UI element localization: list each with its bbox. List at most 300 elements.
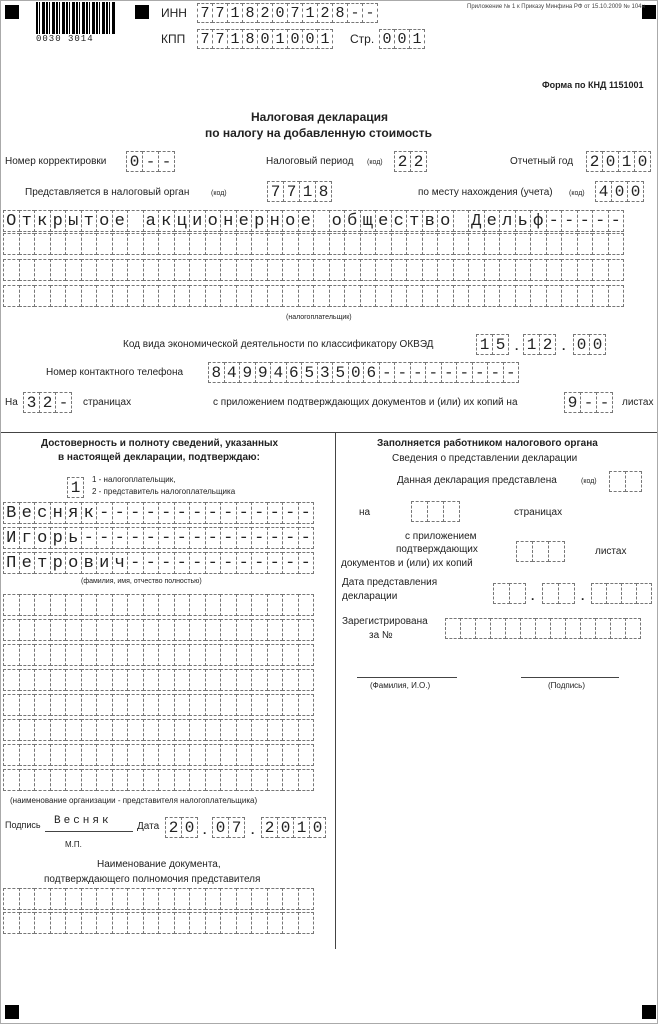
char-cell xyxy=(577,285,594,307)
location-field[interactable] xyxy=(595,181,643,202)
char-cell: 8 xyxy=(208,362,225,383)
char-cell: 5 xyxy=(492,334,509,355)
char-cell xyxy=(127,594,144,616)
surname-field[interactable] xyxy=(3,502,313,524)
rep-org-row-2[interactable] xyxy=(3,619,313,641)
office-sheets-field[interactable] xyxy=(516,541,564,562)
char-cell: 1 xyxy=(227,29,243,49)
char-cell xyxy=(3,285,20,307)
char-cell xyxy=(50,619,67,641)
char-cell: к xyxy=(158,210,175,232)
char-cell xyxy=(158,769,175,791)
char-cell xyxy=(437,233,454,255)
char-cell xyxy=(205,233,222,255)
char-cell xyxy=(530,259,547,281)
char-cell xyxy=(158,233,175,255)
char-cell xyxy=(484,259,501,281)
office-sign-caption: (Подпись) xyxy=(548,681,585,690)
char-cell: в xyxy=(81,552,98,574)
char-cell: - xyxy=(282,552,299,574)
char-cell: - xyxy=(267,527,284,549)
char-cell xyxy=(127,669,144,691)
char-cell xyxy=(127,619,144,641)
char-cell xyxy=(3,912,20,934)
char-cell: о xyxy=(329,210,346,232)
period-field[interactable] xyxy=(394,151,426,172)
char-cell xyxy=(50,285,67,307)
okved-part-3[interactable] xyxy=(573,334,605,355)
signer-type-field[interactable] xyxy=(67,477,83,498)
char-cell: - xyxy=(546,210,563,232)
doc-title-1: Наименование документа, xyxy=(97,859,221,870)
char-cell xyxy=(236,233,253,255)
page-label: Стр. xyxy=(350,32,375,46)
char-cell xyxy=(422,285,439,307)
char-cell: - xyxy=(282,502,299,524)
submitted-label: Данная декларация представлена xyxy=(397,475,557,486)
char-cell xyxy=(112,644,129,666)
char-cell xyxy=(3,719,20,741)
char-cell xyxy=(453,285,470,307)
rep-org-row-7[interactable] xyxy=(3,744,313,766)
rep-org-row-3[interactable] xyxy=(3,644,313,666)
doc-row-1[interactable] xyxy=(3,888,313,910)
org-name-row-1[interactable] xyxy=(3,210,623,232)
char-cell: - xyxy=(189,502,206,524)
pages-prefix: На xyxy=(5,397,18,408)
char-cell: 8 xyxy=(332,3,348,23)
char-cell xyxy=(96,719,113,741)
char-cell xyxy=(460,618,476,639)
signature-line[interactable] xyxy=(45,831,133,832)
char-cell xyxy=(174,888,191,910)
office-fio-line[interactable] xyxy=(357,677,457,678)
char-cell xyxy=(220,888,237,910)
char-cell xyxy=(282,769,299,791)
char-cell xyxy=(550,618,566,639)
char-cell xyxy=(34,644,51,666)
char-cell xyxy=(50,744,67,766)
char-cell xyxy=(81,912,98,934)
char-cell xyxy=(65,233,82,255)
char-cell: 6 xyxy=(363,362,380,383)
char-cell: - xyxy=(220,552,237,574)
char-cell: с xyxy=(391,210,408,232)
char-cell xyxy=(3,259,20,281)
char-cell xyxy=(251,594,268,616)
char-cell xyxy=(143,719,160,741)
char-cell: 0 xyxy=(272,3,288,23)
char-cell xyxy=(282,669,299,691)
char-cell xyxy=(205,744,222,766)
date-month-field[interactable] xyxy=(212,817,244,838)
char-cell xyxy=(143,769,160,791)
char-cell: ы xyxy=(65,210,82,232)
char-cell xyxy=(174,644,191,666)
char-cell xyxy=(606,583,622,604)
kpp-field[interactable] xyxy=(197,29,332,49)
char-cell xyxy=(391,285,408,307)
submitted-code-field[interactable] xyxy=(609,471,641,492)
char-cell xyxy=(127,912,144,934)
char-cell: 2 xyxy=(539,334,556,355)
char-cell: - xyxy=(441,362,458,383)
char-cell xyxy=(96,619,113,641)
char-cell xyxy=(81,744,98,766)
char-cell xyxy=(298,233,315,255)
char-cell xyxy=(50,719,67,741)
char-cell xyxy=(298,744,315,766)
pages-field[interactable] xyxy=(23,392,71,413)
sheets-field[interactable] xyxy=(564,392,612,413)
char-cell xyxy=(298,259,315,281)
char-cell: 4 xyxy=(595,181,612,202)
char-cell: 0 xyxy=(257,29,273,49)
char-cell xyxy=(360,233,377,255)
char-cell: б xyxy=(344,210,361,232)
char-cell xyxy=(19,744,36,766)
char-cell xyxy=(515,285,532,307)
char-cell xyxy=(298,644,315,666)
char-cell xyxy=(236,744,253,766)
char-cell: 0 xyxy=(212,817,229,838)
char-cell: н xyxy=(220,210,237,232)
char-cell: 0 xyxy=(277,817,294,838)
char-cell xyxy=(127,769,144,791)
char-cell: 1 xyxy=(272,29,288,49)
char-cell xyxy=(282,694,299,716)
char-cell: 7 xyxy=(287,3,303,23)
office-date-month[interactable] xyxy=(542,583,574,604)
char-cell: 6 xyxy=(286,362,303,383)
char-cell xyxy=(561,259,578,281)
char-cell: 1 xyxy=(523,334,540,355)
char-cell xyxy=(205,669,222,691)
char-cell xyxy=(546,285,563,307)
office-fio-caption: (Фамилия, И.О.) xyxy=(370,681,431,690)
rep-org-row-8[interactable] xyxy=(3,769,313,791)
okved-part-2[interactable] xyxy=(523,334,555,355)
char-cell xyxy=(251,259,268,281)
char-cell: 2 xyxy=(39,392,56,413)
char-cell: 0 xyxy=(611,181,628,202)
char-cell: и xyxy=(96,552,113,574)
char-cell xyxy=(577,233,594,255)
char-cell xyxy=(298,888,315,910)
char-cell xyxy=(313,259,330,281)
char-cell: - xyxy=(127,527,144,549)
char-cell: 0 xyxy=(634,151,651,172)
char-cell xyxy=(96,259,113,281)
char-cell xyxy=(282,644,299,666)
char-cell xyxy=(236,619,253,641)
corner-marker xyxy=(642,1005,656,1019)
char-cell: - xyxy=(174,552,191,574)
tax-organ-label: Представляется в налоговый орган xyxy=(25,187,190,198)
char-cell xyxy=(3,233,20,255)
char-cell xyxy=(19,233,36,255)
char-cell: 0 xyxy=(302,29,318,49)
char-cell: 2 xyxy=(410,151,427,172)
char-cell xyxy=(411,501,428,522)
char-cell: е xyxy=(236,210,253,232)
char-cell xyxy=(375,285,392,307)
char-cell xyxy=(251,669,268,691)
char-cell xyxy=(220,694,237,716)
char-cell xyxy=(205,769,222,791)
char-cell xyxy=(505,618,521,639)
title-line1: Налоговая декларация xyxy=(251,110,389,124)
char-cell xyxy=(112,744,129,766)
char-cell xyxy=(96,233,113,255)
char-cell xyxy=(236,694,253,716)
char-cell xyxy=(96,912,113,934)
char-cell xyxy=(3,888,20,910)
office-reg-2: за № xyxy=(369,630,393,641)
signature-label: Подпись xyxy=(5,820,41,830)
char-cell: - xyxy=(580,392,597,413)
char-cell xyxy=(158,619,175,641)
char-cell: 0 xyxy=(287,29,303,49)
char-cell: 5 xyxy=(301,362,318,383)
char-cell xyxy=(174,719,191,741)
corner-marker xyxy=(135,5,149,19)
char-cell: 0 xyxy=(573,334,590,355)
char-cell: 4 xyxy=(224,362,241,383)
office-date-year[interactable] xyxy=(591,583,651,604)
char-cell xyxy=(391,259,408,281)
char-cell xyxy=(19,644,36,666)
char-cell: 0 xyxy=(181,817,198,838)
char-cell: о xyxy=(65,552,82,574)
pages-label: страницах xyxy=(83,397,132,408)
char-cell xyxy=(236,719,253,741)
char-cell xyxy=(520,618,536,639)
char-cell xyxy=(3,594,20,616)
char-cell xyxy=(427,501,444,522)
char-cell: ч xyxy=(112,552,129,574)
submitted-code-caption: (код) xyxy=(581,478,597,485)
char-cell xyxy=(251,719,268,741)
char-cell: к xyxy=(81,502,98,524)
char-cell: - xyxy=(158,151,175,172)
char-cell xyxy=(313,285,330,307)
char-cell xyxy=(50,888,67,910)
char-cell: - xyxy=(127,552,144,574)
char-cell xyxy=(609,471,626,492)
char-cell xyxy=(251,744,268,766)
char-cell xyxy=(282,719,299,741)
char-cell: р xyxy=(50,552,67,574)
office-reg-number[interactable] xyxy=(445,618,640,639)
char-cell xyxy=(34,912,51,934)
org-name-row-3[interactable] xyxy=(3,259,623,281)
char-cell xyxy=(34,233,51,255)
char-cell xyxy=(251,233,268,255)
char-cell xyxy=(158,259,175,281)
char-cell xyxy=(19,694,36,716)
rep-org-row-4[interactable] xyxy=(3,669,313,691)
year-field[interactable] xyxy=(586,151,650,172)
char-cell xyxy=(112,285,129,307)
phone-field[interactable] xyxy=(208,362,518,383)
char-cell xyxy=(81,619,98,641)
char-cell xyxy=(158,719,175,741)
tax-organ-field[interactable] xyxy=(267,181,331,202)
char-cell xyxy=(96,644,113,666)
char-cell xyxy=(282,619,299,641)
char-cell: т xyxy=(34,552,51,574)
office-attach-3: документов и (или) их копий xyxy=(341,558,473,569)
section-divider xyxy=(1,432,657,433)
char-cell xyxy=(608,285,625,307)
char-cell: 1 xyxy=(227,3,243,23)
char-cell xyxy=(267,644,284,666)
char-cell xyxy=(509,583,526,604)
page-number-field[interactable] xyxy=(379,29,424,49)
char-cell: - xyxy=(96,527,113,549)
char-cell xyxy=(158,669,175,691)
char-cell: 7 xyxy=(197,29,213,49)
signer-option-1: 1 - налогоплательщик, xyxy=(92,475,176,484)
char-cell xyxy=(50,769,67,791)
char-cell xyxy=(96,888,113,910)
char-cell xyxy=(406,285,423,307)
char-cell: 1 xyxy=(618,151,635,172)
char-cell: 3 xyxy=(23,392,40,413)
char-cell xyxy=(608,259,625,281)
char-cell: - xyxy=(267,502,284,524)
char-cell xyxy=(143,644,160,666)
char-cell xyxy=(530,233,547,255)
char-cell: к xyxy=(34,210,51,232)
char-cell xyxy=(577,259,594,281)
char-cell xyxy=(127,233,144,255)
char-cell xyxy=(592,233,609,255)
char-cell: л xyxy=(499,210,516,232)
char-cell xyxy=(205,719,222,741)
char-cell xyxy=(344,233,361,255)
first-name-field[interactable] xyxy=(3,527,313,549)
char-cell xyxy=(406,233,423,255)
okved-part-1[interactable] xyxy=(476,334,508,355)
correction-field[interactable] xyxy=(126,151,174,172)
char-cell xyxy=(453,210,470,232)
char-cell xyxy=(143,594,160,616)
char-cell xyxy=(236,259,253,281)
char-cell: - xyxy=(236,502,253,524)
char-cell xyxy=(81,594,98,616)
char-cell xyxy=(621,583,637,604)
char-cell: И xyxy=(3,527,20,549)
rep-org-row-6[interactable] xyxy=(3,719,313,741)
char-cell xyxy=(19,259,36,281)
char-cell xyxy=(174,259,191,281)
char-cell: - xyxy=(410,362,427,383)
char-cell xyxy=(112,619,129,641)
char-cell: - xyxy=(112,502,129,524)
char-cell: - xyxy=(205,527,222,549)
office-date-1: Дата представления xyxy=(342,577,438,588)
office-date-day[interactable] xyxy=(493,583,525,604)
char-cell xyxy=(580,618,596,639)
char-cell xyxy=(96,694,113,716)
char-cell xyxy=(251,888,268,910)
char-cell xyxy=(490,618,506,639)
char-cell xyxy=(127,694,144,716)
office-attach-1: с приложением xyxy=(405,531,477,542)
char-cell xyxy=(625,618,641,639)
char-cell xyxy=(298,912,315,934)
patronymic-field[interactable] xyxy=(3,552,313,574)
char-cell: 3 xyxy=(317,362,334,383)
char-cell: 1 xyxy=(409,29,425,49)
char-cell: - xyxy=(251,527,268,549)
char-cell xyxy=(189,669,206,691)
char-cell: р xyxy=(50,527,67,549)
char-cell xyxy=(19,769,36,791)
char-cell xyxy=(81,285,98,307)
char-cell xyxy=(515,259,532,281)
char-cell xyxy=(65,594,82,616)
date-year-field[interactable] xyxy=(261,817,325,838)
char-cell: о xyxy=(282,210,299,232)
char-cell xyxy=(112,669,129,691)
char-cell xyxy=(267,619,284,641)
char-cell: - xyxy=(55,392,72,413)
rep-org-row-1[interactable] xyxy=(3,594,313,616)
char-cell: ь xyxy=(65,527,82,549)
office-pages-field[interactable] xyxy=(411,501,459,522)
column-divider xyxy=(335,432,336,949)
rep-org-row-5[interactable] xyxy=(3,694,313,716)
char-cell xyxy=(158,644,175,666)
office-subheading: Сведения о представлении декларации xyxy=(392,453,578,464)
char-cell xyxy=(565,618,581,639)
char-cell: - xyxy=(158,527,175,549)
date-day-field[interactable] xyxy=(165,817,197,838)
char-cell xyxy=(220,644,237,666)
char-cell xyxy=(81,233,98,255)
char-cell xyxy=(360,259,377,281)
char-cell: - xyxy=(236,527,253,549)
char-cell xyxy=(19,594,36,616)
char-cell: - xyxy=(81,527,98,549)
org-name-row-4[interactable] xyxy=(3,285,623,307)
char-cell: - xyxy=(561,210,578,232)
org-name-row-2[interactable] xyxy=(3,233,623,255)
char-cell xyxy=(174,769,191,791)
office-sign-line[interactable] xyxy=(521,677,619,678)
kpp-label: КПП xyxy=(161,32,186,46)
okved-separator: . xyxy=(515,339,519,353)
char-cell xyxy=(236,285,253,307)
char-cell xyxy=(375,259,392,281)
char-cell: ц xyxy=(174,210,191,232)
char-cell xyxy=(189,619,206,641)
char-cell xyxy=(591,583,607,604)
char-cell: в xyxy=(422,210,439,232)
inn-field[interactable] xyxy=(197,3,377,23)
char-cell: 9 xyxy=(564,392,581,413)
char-cell xyxy=(189,594,206,616)
doc-row-2[interactable] xyxy=(3,912,313,934)
char-cell xyxy=(282,744,299,766)
char-cell: 1 xyxy=(302,3,318,23)
char-cell xyxy=(81,669,98,691)
char-cell xyxy=(19,285,36,307)
char-cell xyxy=(236,888,253,910)
